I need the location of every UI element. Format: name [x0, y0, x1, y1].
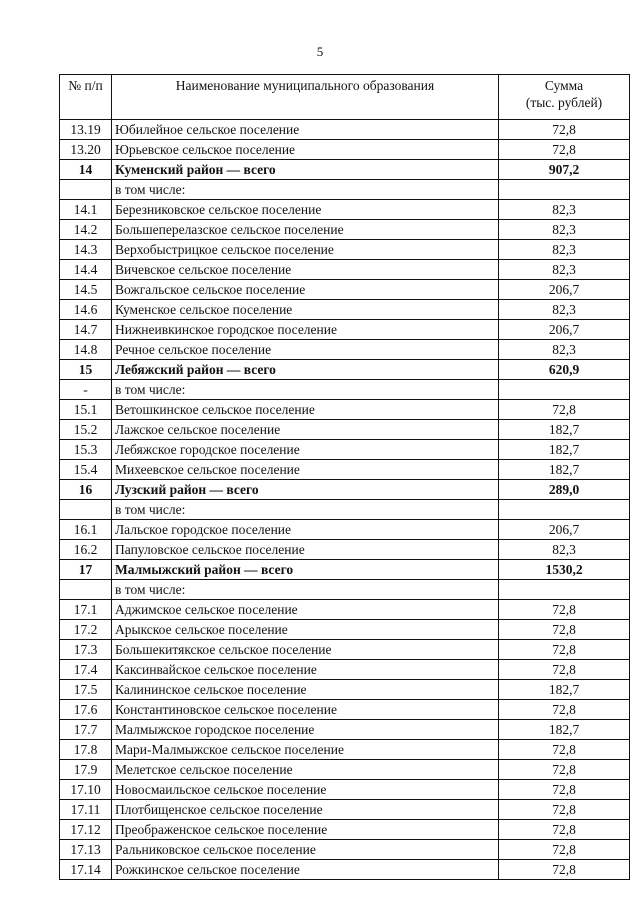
table-row [60, 120, 630, 140]
row-number: 17.8 [60, 740, 112, 760]
row-number: 17.6 [60, 700, 112, 720]
row-name: Каксинвайское сельское поселение [112, 660, 499, 680]
row-number: 17.5 [60, 680, 112, 700]
row-number: 17.7 [60, 720, 112, 740]
page-number: 5 [316, 44, 324, 59]
row-sum: 72,8 [499, 780, 630, 800]
row-name: Папуловское сельское поселение [112, 540, 499, 560]
table-row [60, 500, 630, 520]
table-header-row [60, 75, 630, 120]
row-sum: 72,8 [499, 600, 630, 620]
row-number: 17.4 [60, 660, 112, 680]
row-number [60, 180, 112, 200]
row-sum: 82,3 [499, 260, 630, 280]
row-sum: 1530,2 [499, 560, 630, 580]
row-sum: 82,3 [499, 200, 630, 220]
table-row [60, 600, 630, 620]
row-name: Плотбищенское сельское поселение [112, 800, 499, 820]
row-sum: 72,8 [499, 800, 630, 820]
table-row [60, 200, 630, 220]
row-number: 17.9 [60, 760, 112, 780]
table-row [60, 480, 630, 500]
row-name: Куменское сельское поселение [112, 300, 499, 320]
row-name: в том числе: [112, 580, 499, 600]
table-row [60, 860, 630, 880]
allocation-table [59, 74, 630, 880]
row-number: 16 [60, 480, 112, 500]
table-body [60, 120, 630, 880]
row-sum: 72,8 [499, 120, 630, 140]
row-number: 17.1 [60, 600, 112, 620]
row-number: 14.2 [60, 220, 112, 240]
table-row [60, 800, 630, 820]
row-sum: 82,3 [499, 340, 630, 360]
row-sum: 182,7 [499, 420, 630, 440]
row-name: Калининское сельское поселение [112, 680, 499, 700]
table-row [60, 260, 630, 280]
row-name: Новосмаильское сельское поселение [112, 780, 499, 800]
row-sum: 72,8 [499, 640, 630, 660]
table-row [60, 280, 630, 300]
row-number: 14.4 [60, 260, 112, 280]
row-number: 17 [60, 560, 112, 580]
row-name: Речное сельское поселение [112, 340, 499, 360]
row-sum: 72,8 [499, 140, 630, 160]
table-row [60, 820, 630, 840]
row-name: Михеевское сельское поселение [112, 460, 499, 480]
header-number: № п/п [60, 75, 112, 120]
row-number: 17.11 [60, 800, 112, 820]
row-number: 15.4 [60, 460, 112, 480]
row-sum: 206,7 [499, 280, 630, 300]
table-row [60, 300, 630, 320]
row-sum: 72,8 [499, 700, 630, 720]
row-number [60, 500, 112, 520]
row-name: Вожгальское сельское поселение [112, 280, 499, 300]
row-name: Лажское сельское поселение [112, 420, 499, 440]
row-sum: 72,8 [499, 840, 630, 860]
row-sum [499, 180, 630, 200]
table-row [60, 760, 630, 780]
table-row [60, 160, 630, 180]
table-row [60, 460, 630, 480]
table-row [60, 220, 630, 240]
table-row [60, 380, 630, 400]
row-number: 14.7 [60, 320, 112, 340]
row-number: 16.1 [60, 520, 112, 540]
row-name: Аджимское сельское поселение [112, 600, 499, 620]
row-name: Ральниковское сельское поселение [112, 840, 499, 860]
table-row [60, 180, 630, 200]
row-number: 17.14 [60, 860, 112, 880]
row-number: 17.13 [60, 840, 112, 860]
row-number: 14.6 [60, 300, 112, 320]
row-number: 15 [60, 360, 112, 380]
row-name: Большеперелазское сельское поселение [112, 220, 499, 240]
row-name: Нижнеивкинское городское поселение [112, 320, 499, 340]
table-row [60, 740, 630, 760]
row-number: 17.2 [60, 620, 112, 640]
row-sum: 72,8 [499, 740, 630, 760]
row-number: 14.3 [60, 240, 112, 260]
table-row [60, 780, 630, 800]
row-sum: 82,3 [499, 240, 630, 260]
row-name: в том числе: [112, 380, 499, 400]
row-number: 14.8 [60, 340, 112, 360]
row-number: 14.1 [60, 200, 112, 220]
row-name: Юбилейное сельское поселение [112, 120, 499, 140]
row-sum: 182,7 [499, 680, 630, 700]
row-sum: 72,8 [499, 860, 630, 880]
table-row [60, 140, 630, 160]
row-sum: 907,2 [499, 160, 630, 180]
row-sum: 182,7 [499, 440, 630, 460]
table-row [60, 240, 630, 260]
row-sum [499, 380, 630, 400]
row-name: Лузский район — всего [112, 480, 499, 500]
row-name: Малмыжское городское поселение [112, 720, 499, 740]
table-row [60, 440, 630, 460]
row-number: 15.3 [60, 440, 112, 460]
row-number: 15.2 [60, 420, 112, 440]
row-name: Рожкинское сельское поселение [112, 860, 499, 880]
row-sum: 182,7 [499, 460, 630, 480]
table-row [60, 360, 630, 380]
row-name: в том числе: [112, 180, 499, 200]
header-sum [499, 75, 630, 120]
row-name: Мелетское сельское поселение [112, 760, 499, 780]
row-sum: 206,7 [499, 320, 630, 340]
row-number: 13.19 [60, 120, 112, 140]
row-name: Лебяжский район — всего [112, 360, 499, 380]
row-name: Лальское городское поселение [112, 520, 499, 540]
row-sum: 72,8 [499, 620, 630, 640]
table-row [60, 320, 630, 340]
table-row [60, 660, 630, 680]
header-sum-line2: (тыс. рублей) [525, 95, 603, 110]
row-sum: 82,3 [499, 220, 630, 240]
table-row [60, 840, 630, 860]
row-number [60, 580, 112, 600]
table-row [60, 520, 630, 540]
row-number: 17.10 [60, 780, 112, 800]
header-name: Наименование муниципального образования [112, 75, 499, 120]
table-row [60, 560, 630, 580]
row-name: Преображенское сельское поселение [112, 820, 499, 840]
row-number: 14 [60, 160, 112, 180]
row-name: Большекитякское сельское поселение [112, 640, 499, 660]
row-sum: 72,8 [499, 660, 630, 680]
table-row [60, 640, 630, 660]
row-sum: 82,3 [499, 300, 630, 320]
row-name: Арыкское сельское поселение [112, 620, 499, 640]
row-name: Малмыжский район — всего [112, 560, 499, 580]
row-sum: 72,8 [499, 400, 630, 420]
row-name: Куменский район — всего [112, 160, 499, 180]
row-number: 13.20 [60, 140, 112, 160]
row-sum: 72,8 [499, 820, 630, 840]
row-name: Ветошкинское сельское поселение [112, 400, 499, 420]
row-number: 16.2 [60, 540, 112, 560]
table-row [60, 540, 630, 560]
table-row [60, 420, 630, 440]
row-sum: 72,8 [499, 760, 630, 780]
row-number: 17.12 [60, 820, 112, 840]
row-sum [499, 580, 630, 600]
header-sum-line1: Сумма [544, 78, 584, 93]
row-name: Лебяжское городское поселение [112, 440, 499, 460]
row-sum: 182,7 [499, 720, 630, 740]
row-number: - [60, 380, 112, 400]
row-sum: 620,9 [499, 360, 630, 380]
row-name: Верхобыстрицкое сельское поселение [112, 240, 499, 260]
table-row [60, 700, 630, 720]
row-number: 15.1 [60, 400, 112, 420]
row-sum: 82,3 [499, 540, 630, 560]
row-number: 14.5 [60, 280, 112, 300]
row-name: Мари-Малмыжское сельское поселение [112, 740, 499, 760]
row-number: 17.3 [60, 640, 112, 660]
row-name: в том числе: [112, 500, 499, 520]
table-row [60, 580, 630, 600]
row-name: Юрьевское сельское поселение [112, 140, 499, 160]
table-row [60, 400, 630, 420]
table-row [60, 680, 630, 700]
table-row [60, 720, 630, 740]
row-name: Константиновское сельское поселение [112, 700, 499, 720]
row-sum: 206,7 [499, 520, 630, 540]
row-name: Березниковское сельское поселение [112, 200, 499, 220]
table-row [60, 620, 630, 640]
row-sum: 289,0 [499, 480, 630, 500]
row-sum [499, 500, 630, 520]
table-row [60, 340, 630, 360]
row-name: Вичевское сельское поселение [112, 260, 499, 280]
